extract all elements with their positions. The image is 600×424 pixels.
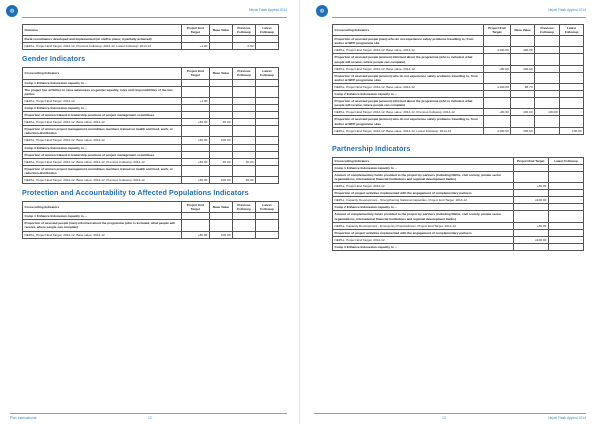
value-cell	[483, 91, 511, 98]
value-cell: +1.00	[181, 43, 209, 50]
value-cell	[511, 54, 535, 65]
table-row	[333, 211, 584, 222]
value-cell: +50.00	[181, 119, 209, 126]
value-cell	[513, 229, 548, 236]
table-row	[23, 137, 279, 144]
value-cell	[209, 36, 232, 43]
value-cell	[548, 222, 583, 229]
value-cell	[535, 65, 560, 72]
table-row	[333, 236, 584, 243]
table-row	[23, 126, 279, 137]
value-cell	[232, 97, 255, 104]
value-cell	[209, 97, 232, 104]
header-rule	[22, 17, 287, 18]
table-row	[333, 47, 584, 54]
value-cell: +80.00	[483, 65, 511, 72]
indicator-label: Proportion of assisted people (women) who do not experience safety problems travelling to, from and/or at WFP programme sites	[333, 72, 484, 83]
value-cell	[209, 112, 232, 119]
value-cell	[535, 36, 560, 47]
value-cell	[232, 220, 255, 231]
table-row	[23, 79, 279, 86]
indicator-source: NEPAL, Project End Target: 2014-12, Base value: 2014-12, Previous Followup: 2014-12	[333, 109, 484, 116]
table-row	[333, 36, 584, 47]
value-cell	[548, 211, 583, 222]
value-cell	[181, 213, 209, 220]
value-cell: +80.00	[483, 109, 511, 116]
value-cell	[255, 86, 278, 97]
value-cell	[548, 243, 583, 250]
value-cell	[232, 231, 255, 238]
value-cell	[181, 151, 209, 158]
component-label: Comp 3 Enhance Indonesian capacity to ...	[333, 243, 514, 250]
partnership-indicators-heading: Partnership Indicators	[332, 143, 411, 153]
value-cell	[209, 151, 232, 158]
value-cell	[232, 79, 255, 86]
column-header: Previous Followup	[535, 25, 560, 36]
indicator-source: NEPAL, Project End Target: 2014-12, Base value: 2014-12	[333, 83, 484, 90]
value-cell: +80.00	[513, 183, 548, 190]
indicator-source: NEPAL, Project End Target: 2014-12, Base value: 2014-12	[23, 119, 182, 126]
table-header-row	[23, 68, 279, 79]
column-header: Project End Target	[181, 202, 209, 213]
indicator-label: Amount of complementary funds provided to the project by partners (including NGOs, civil society, private sector organizations, international financial institutions and regional development banks)	[333, 211, 514, 222]
value-cell	[232, 36, 255, 43]
value-cell: +50.00	[181, 176, 209, 183]
value-cell	[513, 204, 548, 211]
value-cell	[232, 119, 255, 126]
value-cell	[535, 91, 560, 98]
table-row	[333, 190, 584, 197]
indicator-source: NEPAL, Project End Target: 2014-12, Base value: 2014-12, Previous Followup: 2014-12	[23, 158, 182, 165]
value-cell	[232, 144, 255, 151]
value-cell	[511, 98, 535, 109]
partnership-indicators-table	[332, 157, 584, 251]
column-header: Base Value	[209, 68, 232, 79]
column-header: Project End Target	[181, 68, 209, 79]
value-cell: 100.00	[535, 109, 560, 116]
indicator-label: Proportion of assisted people (men) who do not experience safety problems travelling to, from and/or at WFP programme site	[333, 36, 484, 47]
value-cell	[209, 220, 232, 231]
value-cell: 84.00	[232, 176, 255, 183]
value-cell	[511, 91, 535, 98]
column-header: Latest Followup	[548, 157, 583, 164]
value-cell: +1.00	[181, 97, 209, 104]
wfp-logo-icon: ◍	[316, 5, 328, 17]
value-cell: ≥100.00	[483, 127, 511, 134]
table-row	[333, 243, 584, 250]
value-cell	[181, 220, 209, 231]
protection-indicators-table	[22, 201, 279, 239]
column-header: Crosscutting Indicators	[333, 157, 514, 164]
table-row	[23, 112, 279, 119]
column-header: Latest Followup	[560, 25, 584, 36]
indicator-source: NEPAL, Capacity Development - Strengthening National Capacities, Project End Target: 2014-12	[333, 197, 514, 204]
indicator-label: Proportion of women project management committees members trained on health and food, work, or reduction distribution	[23, 126, 182, 137]
value-cell	[535, 47, 560, 54]
value-cell	[535, 98, 560, 109]
table-row	[333, 54, 584, 65]
value-cell	[232, 137, 255, 144]
component-label: Comp 3 Enhance Indonesian capacity to ...	[23, 144, 182, 151]
table-row	[333, 164, 584, 171]
value-cell: ≥100.00	[483, 47, 511, 54]
value-cell	[209, 86, 232, 97]
value-cell: ≥100.00	[513, 236, 548, 243]
value-cell	[232, 104, 255, 111]
column-header: Base Value	[209, 25, 232, 36]
value-cell	[560, 116, 584, 127]
indicator-label: Proportion of assisted people (women) who do not experience safety problems travelling to, from and/or at WFP programme sites	[333, 116, 484, 127]
wfp-logo-icon: ◍	[6, 5, 18, 17]
value-cell	[513, 164, 548, 171]
value-cell	[560, 83, 584, 90]
table-header-row	[23, 202, 279, 213]
value-cell	[232, 165, 255, 176]
value-cell	[513, 211, 548, 222]
right-content	[332, 24, 584, 251]
value-cell	[483, 72, 511, 83]
header-rule	[332, 17, 586, 18]
table-row	[23, 158, 279, 165]
value-cell: 40.00	[232, 158, 255, 165]
value-cell	[255, 104, 278, 111]
indicator-source: NEPAL, Project End Target: 2014-12, Base value: 2014-12	[23, 231, 182, 238]
table-row	[23, 176, 279, 183]
indicator-label: Proportion of women trained in leadership positions of project management committees	[23, 151, 182, 158]
value-cell	[511, 36, 535, 47]
value-cell	[511, 116, 535, 127]
footer-page-number: 13	[442, 416, 446, 420]
value-cell	[560, 72, 584, 83]
table-header-row	[333, 25, 584, 36]
component-label: Comp 2 Enhance Indonesian capacity to ...	[333, 91, 484, 98]
value-cell: +50.00	[181, 137, 209, 144]
value-cell	[181, 144, 209, 151]
value-cell	[209, 213, 232, 220]
value-cell	[232, 112, 255, 119]
indicator-source: NEPAL, Project End Target: 2014-12, Previous Followup: 2014-12, Latest Followup: 2014-12	[23, 43, 182, 50]
indicator-label: Amount of complementary funds provided to the project by partners (including NGOs, civil society, private sector organizations, international financial institutions and regional development banks)	[333, 171, 514, 182]
value-cell	[535, 127, 560, 134]
value-cell: 2.00	[232, 43, 255, 50]
header-title: Nepal Flash Appeal 2014	[548, 8, 586, 12]
value-cell	[232, 86, 255, 97]
value-cell	[483, 36, 511, 47]
value-cell	[483, 116, 511, 127]
value-cell	[548, 197, 583, 204]
value-cell	[548, 183, 583, 190]
value-cell	[232, 213, 255, 220]
value-cell	[535, 72, 560, 83]
value-cell: 100.00	[209, 176, 232, 183]
table-row	[333, 171, 584, 182]
value-cell	[255, 43, 278, 50]
value-cell	[255, 151, 278, 158]
value-cell	[181, 36, 209, 43]
table-row	[333, 222, 584, 229]
table-row	[23, 213, 279, 220]
table-row	[333, 72, 584, 83]
table-row	[23, 144, 279, 151]
value-cell	[511, 72, 535, 83]
table-row	[23, 36, 279, 43]
right-page	[300, 0, 600, 424]
column-header: Project End Target	[513, 157, 548, 164]
table-row	[333, 183, 584, 190]
table-row	[333, 98, 584, 109]
column-header: Crosscutting Indicators	[333, 25, 484, 36]
footer-title: Nepal Flash Appeal 2014	[548, 416, 586, 420]
value-cell	[535, 83, 560, 90]
value-cell: +80.00	[513, 222, 548, 229]
value-cell	[548, 236, 583, 243]
value-cell	[209, 126, 232, 137]
table-row	[23, 104, 279, 111]
value-cell: +80.00	[181, 231, 209, 238]
column-header: Project End Target	[483, 25, 511, 36]
component-label: Comp 1 Enhance Indonesian capacity to ...	[333, 164, 514, 171]
protection-indicators-heading: Protection and Accountability to Affected Populations Indicators	[22, 188, 249, 198]
table-row	[333, 116, 584, 127]
component-label: Comp 1 Enhance Indonesian capacity to ...	[23, 79, 182, 86]
left-content	[22, 24, 279, 239]
outcome-table	[22, 24, 279, 50]
column-header: Previous Followup	[232, 25, 255, 36]
value-cell	[560, 47, 584, 54]
footer-rule	[10, 413, 287, 414]
table-row	[333, 65, 584, 72]
value-cell: 30.00	[209, 119, 232, 126]
column-header: Crosscutting Indicators	[23, 68, 182, 79]
table-row	[23, 151, 279, 158]
column-header: Latest Followup	[255, 68, 278, 79]
value-cell	[232, 126, 255, 137]
value-cell	[181, 165, 209, 176]
value-cell	[535, 116, 560, 127]
value-cell	[560, 65, 584, 72]
indicator-label: The project has activities to raise awareness on gender equality, roles and responsibilities of the two parties	[23, 86, 182, 97]
value-cell	[181, 112, 209, 119]
indicator-label: Proportion of assisted people (men) informed about the programme (who is included, what people will receive, where people can complain)	[23, 220, 182, 231]
table-row	[23, 165, 279, 176]
indicator-source: NEPAL, Capacity Development - Emergency Preparedness, Project End Target: 2014-12	[333, 222, 514, 229]
value-cell	[548, 229, 583, 236]
value-cell	[209, 165, 232, 176]
indicator-source: NEPAL, Project End Target: 2014-12, Base value: 2014-12	[333, 47, 484, 54]
gender-indicators-table	[22, 67, 279, 184]
table-row	[333, 127, 584, 134]
indicator-source: NEPAL, Project End Target: 2014-12, Base value: 2014-12, Previous Followup: 2014-12	[23, 176, 182, 183]
value-cell	[255, 137, 278, 144]
value-cell	[548, 164, 583, 171]
footer-rule	[314, 413, 586, 414]
indicator-label: Proportion of women trained in leadership positions of project management committees	[23, 112, 182, 119]
column-header: Base Value	[511, 25, 535, 36]
gender-indicators-heading: Gender Indicators	[22, 54, 86, 64]
value-cell	[560, 91, 584, 98]
value-cell: 100.00	[511, 109, 535, 116]
component-label: Comp 2 Enhance Indonesian capacity to ...	[23, 104, 182, 111]
footer-page-number: 12	[148, 416, 152, 420]
value-cell	[255, 158, 278, 165]
value-cell	[181, 104, 209, 111]
value-cell	[513, 190, 548, 197]
value-cell	[181, 126, 209, 137]
value-cell	[255, 220, 278, 231]
table-row	[333, 109, 584, 116]
indicator-source: NEPAL, Project End Target: 2014-12	[23, 97, 182, 104]
value-cell	[255, 165, 278, 176]
value-cell: 30.00	[209, 158, 232, 165]
footer-org: Plan International	[10, 416, 37, 420]
value-cell	[181, 79, 209, 86]
indicator-label: Proportion of project activities implemented with the engagement of complementary partners	[333, 229, 514, 236]
column-header: Base Value	[209, 202, 232, 213]
value-cell	[548, 171, 583, 182]
table-row	[23, 231, 279, 238]
value-cell: 100.00	[209, 137, 232, 144]
indicator-source: NEPAL, Project End Target: 2014-12, Base value: 2014-12, Latest Followup: 2014-12	[333, 127, 484, 134]
indicator-source: NEPAL, Project End Target: 2014-12, Base value: 2014-12	[23, 137, 182, 144]
indicator-label: Proportion of women project management committees members trained on health and food, work, or reduction distribution	[23, 165, 182, 176]
value-cell	[209, 43, 232, 50]
value-cell	[209, 144, 232, 151]
indicator-label: Proportion of project activities implemented with the engagement of complementary partners	[333, 190, 514, 197]
value-cell	[255, 231, 278, 238]
value-cell	[560, 54, 584, 65]
indicator-source: NEPAL, Project End Target: 2014-12	[333, 183, 514, 190]
table-row	[23, 97, 279, 104]
table-row	[333, 229, 584, 236]
value-cell	[255, 97, 278, 104]
indicator-label: Proportion of assisted people (women) informed about the programme (who is included, what people will receive, where people can complain)	[333, 54, 484, 65]
value-cell: 88.70	[511, 83, 535, 90]
column-header: Crosscutting Indicators	[23, 202, 182, 213]
indicator-source: NEPAL, Project End Target: 2014-12, Base value: 2014-12	[333, 65, 484, 72]
value-cell	[255, 119, 278, 126]
indicator-label: Proportion of assisted people (women) informed about the programme (who is included, what people will receive, where people can complain)	[333, 98, 484, 109]
value-cell: ≥100.00	[483, 83, 511, 90]
column-header: Latest Followup	[255, 25, 278, 36]
table-row	[333, 91, 584, 98]
table-row	[23, 86, 279, 97]
value-cell	[548, 190, 583, 197]
column-header: Previous Followup	[232, 202, 255, 213]
column-header: Project End Target	[181, 25, 209, 36]
value-cell	[535, 54, 560, 65]
value-cell	[209, 104, 232, 111]
value-cell: 100.00	[511, 65, 535, 72]
table-row	[23, 220, 279, 231]
value-cell	[560, 36, 584, 47]
value-cell	[548, 204, 583, 211]
indicator-source: NEPAL, Project End Target: 2014-12	[333, 236, 514, 243]
table-header-row	[23, 25, 279, 36]
table-header-row	[333, 157, 584, 164]
value-cell: +50.00	[181, 158, 209, 165]
value-cell	[255, 144, 278, 151]
table-row	[23, 43, 279, 50]
value-cell: 100.00	[560, 127, 584, 134]
table-row	[23, 119, 279, 126]
value-cell	[560, 109, 584, 116]
table-row	[333, 204, 584, 211]
column-header: Outcome	[23, 25, 182, 36]
indicator-label: Rural coordinators developed and implemented (on staff in place; 3 partially achieved)	[23, 36, 182, 43]
value-cell	[513, 243, 548, 250]
value-cell	[513, 171, 548, 182]
value-cell	[232, 151, 255, 158]
value-cell	[255, 213, 278, 220]
value-cell: 100.00	[511, 47, 535, 54]
header-title: Nepal Flash Appeal 2014	[249, 8, 287, 12]
value-cell	[483, 54, 511, 65]
value-cell	[255, 126, 278, 137]
component-label: Comp 2 Enhance Indonesian capacity to ...	[333, 204, 514, 211]
table-row	[333, 83, 584, 90]
value-cell	[181, 86, 209, 97]
value-cell	[255, 112, 278, 119]
protection-indicators-continued-table	[332, 24, 584, 135]
column-header: Latest Followup	[255, 202, 278, 213]
component-label: Comp 1 Enhance Indonesian capacity to ...	[23, 213, 182, 220]
value-cell	[255, 176, 278, 183]
value-cell	[483, 98, 511, 109]
value-cell: 100.00	[209, 231, 232, 238]
value-cell: 100.00	[511, 127, 535, 134]
value-cell: ≥100.00	[513, 197, 548, 204]
value-cell	[255, 36, 278, 43]
value-cell	[209, 79, 232, 86]
value-cell	[560, 98, 584, 109]
column-header: Previous Followup	[232, 68, 255, 79]
table-row	[333, 197, 584, 204]
value-cell	[255, 79, 278, 86]
